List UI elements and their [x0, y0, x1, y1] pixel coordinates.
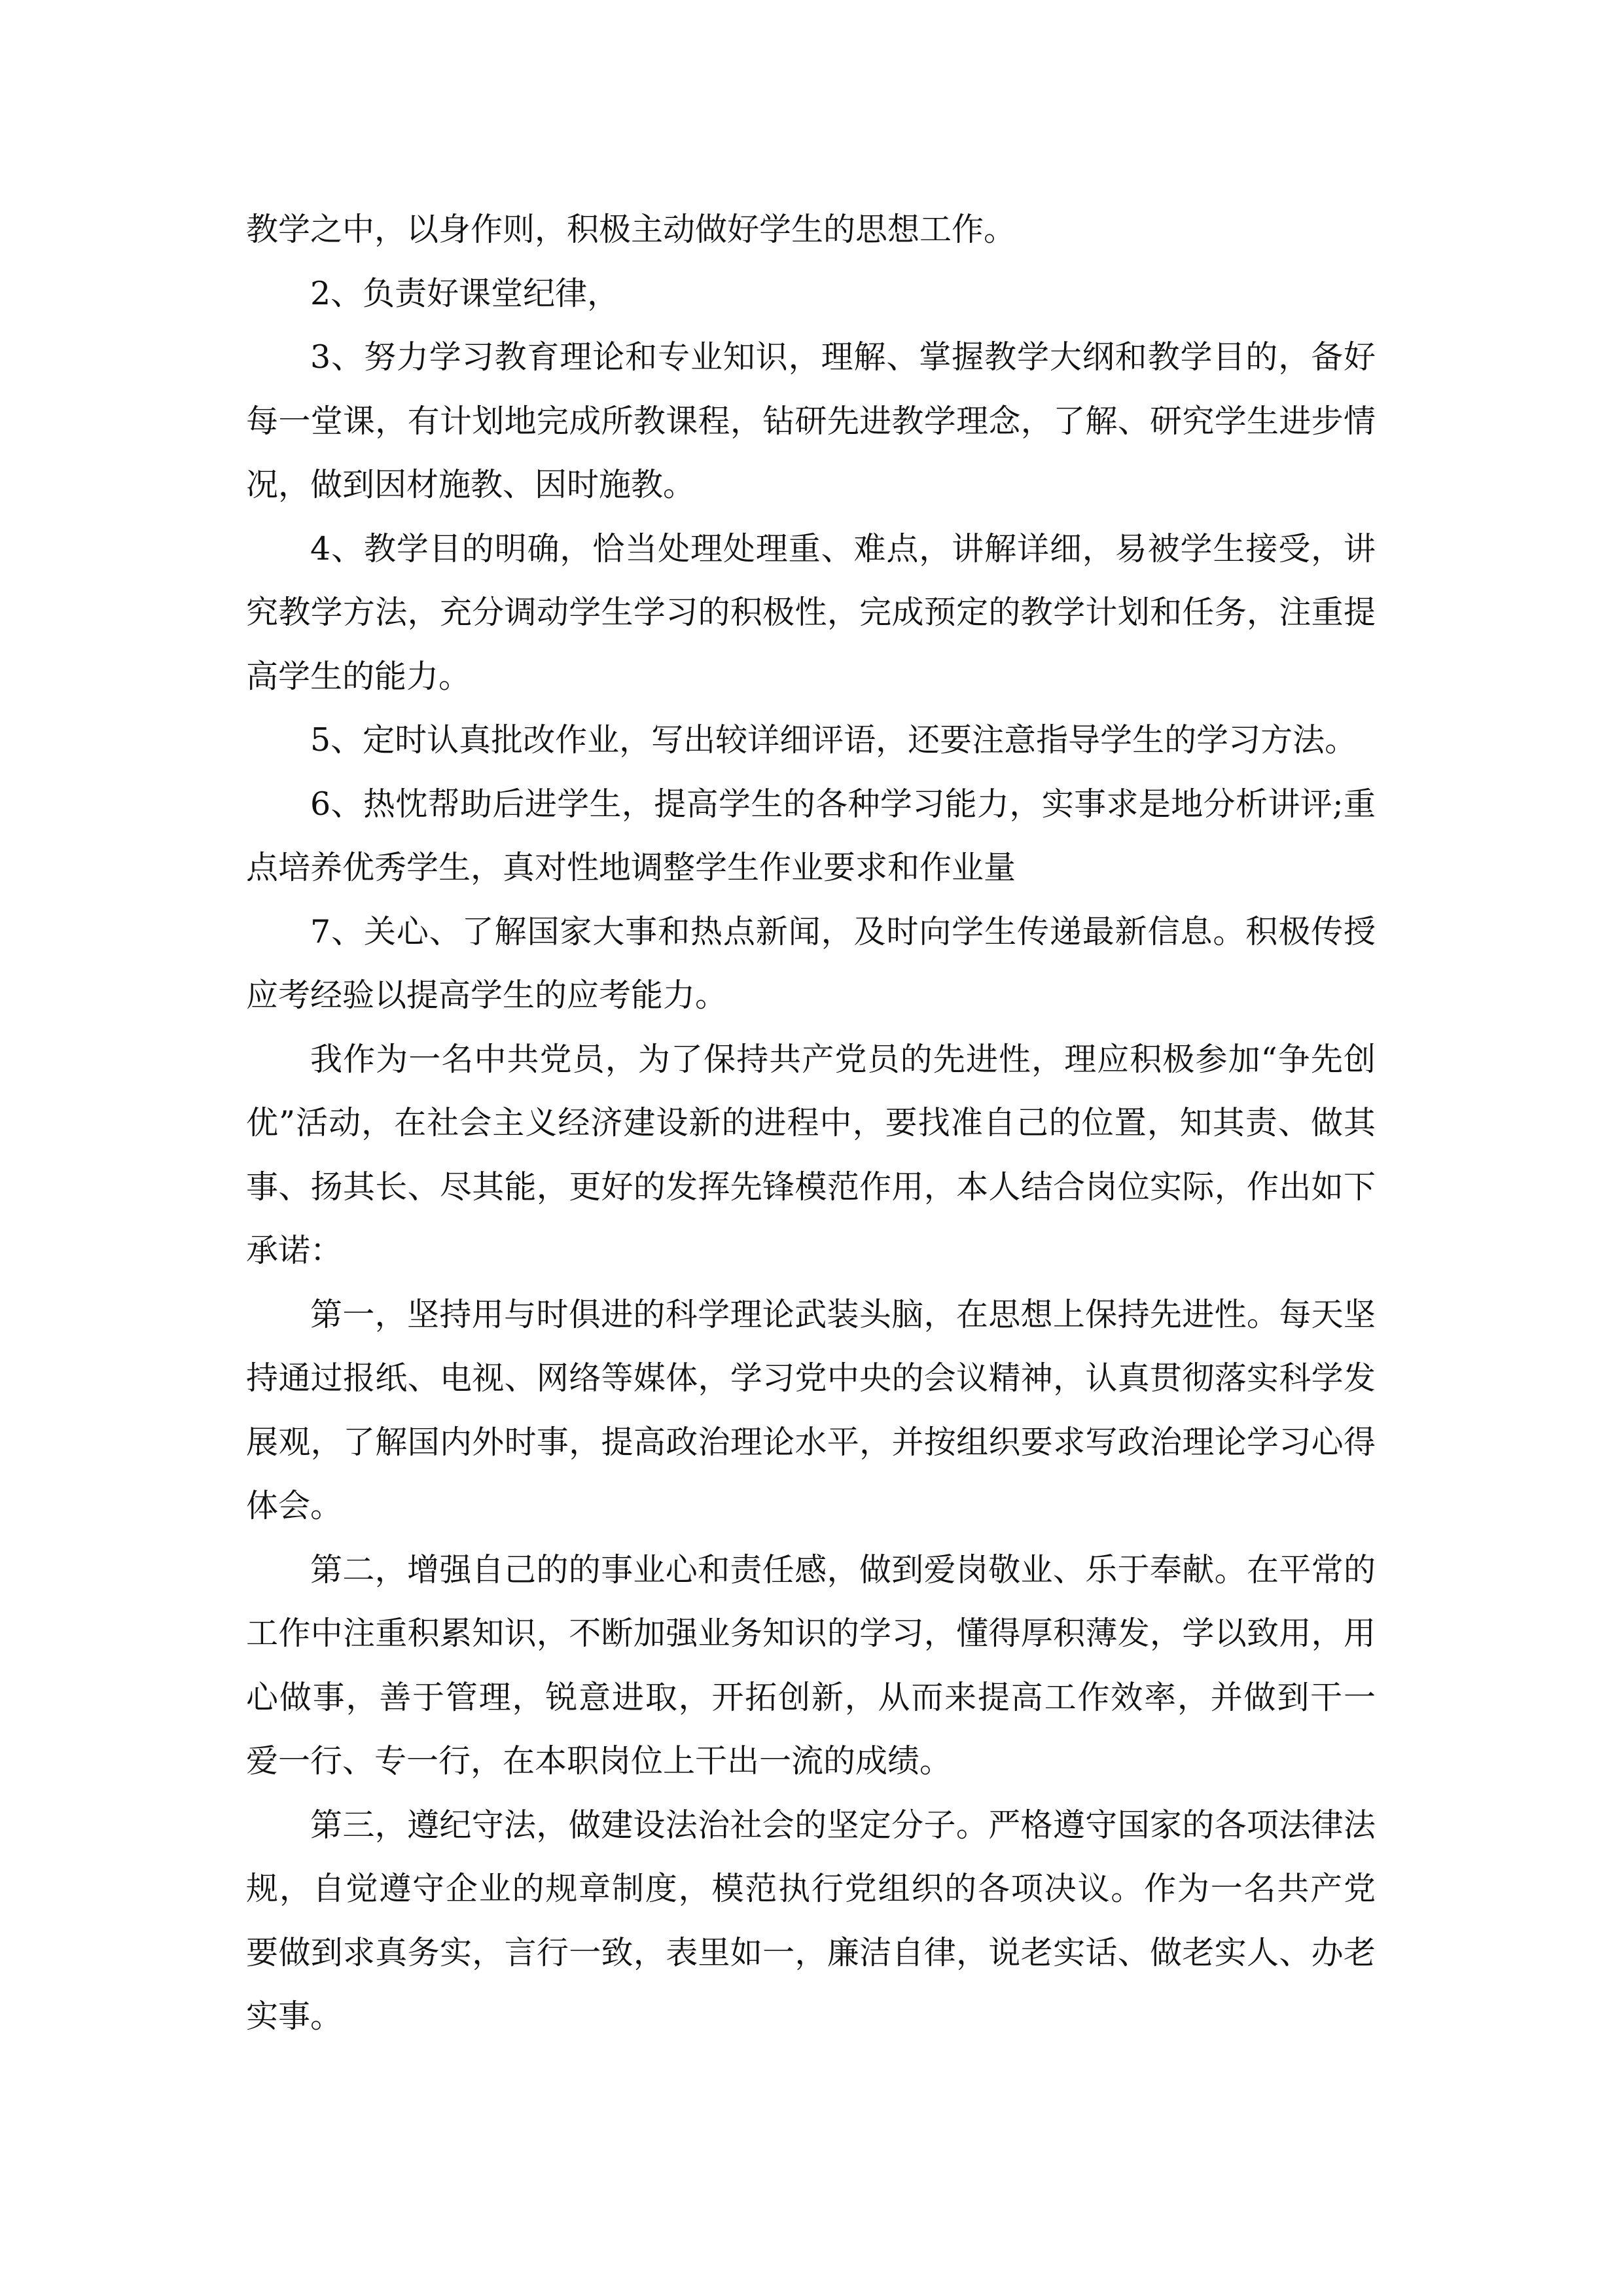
- text-line: 5、定时认真批改作业，写出较详细评语，还要注意指导学生的学习方法。: [310, 721, 1357, 759]
- text-line: 实事。: [246, 1998, 343, 2035]
- text-line: 事、扬其长、尽其能，更好的发挥先锋模范作用，本人结合岗位实际，作出如下: [246, 1168, 1376, 1206]
- text-line: 第三，遵纪守法，做建设法治社会的坚定分子。严格遵守国家的各项法律法: [310, 1806, 1376, 1844]
- text-line: 点培养优秀学生，真对性地调整学生作业要求和作业量: [246, 849, 1016, 886]
- text-line: 3、努力学习教育理论和专业知识，理解、掌握教学大纲和教学目的，备好: [310, 338, 1376, 376]
- text-line: 优”活动，在社会主义经济建设新的进程中，要找准自己的位置，知其责、做其: [246, 1104, 1376, 1141]
- paragraph: [246, 772, 1376, 900]
- text-line: 展观，了解国内外时事，提高政治理论水平，并按组织要求写政治理论学习心得: [246, 1423, 1376, 1461]
- text-line: 体会。: [246, 1487, 343, 1524]
- text-line: 第二，增强自己的的事业心和责任感，做到爱岗敬业、乐于奉献。在平常的: [310, 1551, 1376, 1588]
- text-line: 心做事，善于管理，锐意进取，开拓创新，从而来提高工作效率，并做到干一: [246, 1678, 1376, 1716]
- text-line: 每一堂课，有计划地完成所教课程，钻研先进教学理念，了解、研究学生进步情: [246, 402, 1376, 440]
- paragraph: [246, 1538, 1376, 1793]
- paragraph: [246, 325, 1376, 517]
- text-line: 应考经验以提高学生的应考能力。: [246, 977, 728, 1014]
- paragraph: [246, 1028, 1376, 1283]
- text-line: 我作为一名中共党员，为了保持共产党员的先进性，理应积极参加“争先创: [310, 1040, 1376, 1078]
- text-line: 究教学方法，充分调动学生学习的积极性，完成预定的教学计划和任务，注重提: [246, 594, 1376, 631]
- text-line: 教学之中，以身作则，积极主动做好学生的思想工作。: [246, 211, 1016, 248]
- text-line: 4、教学目的明确，恰当处理处理重、难点，讲解详细，易被学生接受，讲: [310, 529, 1376, 567]
- paragraph: [246, 1283, 1376, 1538]
- text-line: 承诺：: [246, 1232, 343, 1269]
- text-line: 第一，坚持用与时俱进的科学理论武装头脑，在思想上保持先进性。每天坚: [310, 1295, 1376, 1333]
- text-line: 高学生的能力。: [246, 657, 471, 695]
- text-line: 况，做到因材施教、因时施教。: [246, 466, 696, 503]
- document-body: [246, 198, 1376, 2049]
- text-line: 2、负责好课堂纪律，: [310, 274, 620, 312]
- text-line: 6、热忱帮助后进学生，提高学生的各种学习能力，实事求是地分析讲评;重: [310, 785, 1376, 823]
- paragraph: [246, 1793, 1376, 2049]
- text-line: 要做到求真务实，言行一致，表里如一，廉洁自律，说老实话、做老实人、办老: [246, 1933, 1376, 1971]
- paragraph: [246, 900, 1376, 1028]
- paragraph: [246, 517, 1376, 709]
- text-line: 爱一行、专一行，在本职岗位上干出一流的成绩。: [246, 1742, 952, 1780]
- paragraph: [246, 708, 1376, 772]
- paragraph: [246, 262, 1376, 326]
- text-line: 规，自觉遵守企业的规章制度，模范执行党组织的各项决议。作为一名共产党: [246, 1870, 1376, 1907]
- text-line: 7、关心、了解国家大事和热点新闻，及时向学生传递最新信息。积极传授: [310, 912, 1376, 950]
- paragraph: [246, 198, 1376, 262]
- text-line: 持通过报纸、电视、网络等媒体，学习党中央的会议精神，认真贯彻落实科学发: [246, 1359, 1376, 1397]
- text-line: 工作中注重积累知识，不断加强业务知识的学习，懂得厚积薄发，学以致用，用: [246, 1615, 1376, 1652]
